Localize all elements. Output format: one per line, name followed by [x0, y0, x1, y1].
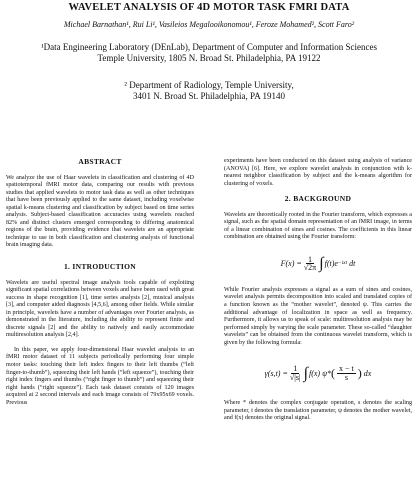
eq2-fraction: $\frac{1}{√|s|}$ — [289, 364, 301, 382]
eq2-lhs: γ(s,t) = — [264, 368, 288, 378]
eq2-dx: dx — [363, 368, 372, 378]
eq1-fraction: $\frac{1}{√2\pi}$ — [303, 254, 317, 273]
affiliation-1-line-1: ¹Data Engineering Laboratory (DEnLab), Department of Computer and Information Sciences — [40, 42, 378, 52]
introduction-paragraph-2: In this paper, we apply four-dimensional Haar wavelet analysis to an fMRI motor dataset of 11 subjects periodically performing four simple motor tasks: touching their left index fingers to their left thumbs (“left finger-to-thumb”), squeezing their left hands (“left squeeze”), touching their right index fingers and thumbs (“right finger to thumb”) and squeezing their right hands (“right squeeze”). Each task dataset consists of 120 images acquired at 2 second intervals and each image consists of 79x95x69 voxels. Previous — [6, 346, 194, 406]
wavelet-transform-equation: γ(s,t) = $\frac{1}{√|s|}$ ∫ f(x) ψ* ( $\frac{x - t}{s}$ ) dx — [264, 364, 372, 382]
right-column — [224, 158, 412, 430]
paper-title: WAVELET ANALYSIS OF 4D MOTOR TASK FMRI DATA — [68, 2, 350, 13]
continued-paragraph: experiments have been conducted on this dataset using analysis of variance (ANOVA) [6]. Here, we explore wavelet analysis in conjunction with k-nearest neighbor classification by subject and the k-means algorithm for clustering of voxels. — [224, 158, 412, 187]
author-list: Michael Barnathan¹, Rui Li¹, Vasileios Megalooikonomou¹, Feroze Mohamed², Scott Faro² — [63, 20, 355, 29]
affiliation-2-line-1: ² Department of Radiology, Temple University, — [124, 80, 294, 90]
eq2-body: f(x) ψ* — [308, 368, 332, 378]
affiliation-2 — [0, 80, 418, 102]
fourier-transform-equation — [224, 249, 412, 279]
eq1-exponent: −ixt — [337, 260, 348, 267]
eq1-body: f(t)e — [324, 259, 338, 269]
eq1-lhs: F(x) = — [280, 259, 302, 269]
integral-sign: ∫ — [319, 255, 324, 273]
affiliation-1 — [0, 42, 418, 64]
introduction-paragraph-1: Wavelets are useful spectral image analysis tools capable of exploiting significant spatial correlations between voxels and have been used with great success in shape recognition [1], time series analysis [2], musical analysis [3], and computer aided diagnosis [4,5,6], among other fields. While similar in principle, wavelets have a number of advantages over Fourier analysis, as demonstrated in the literature, including the ability to represent finite and discrete signals [2] and the ability to natively and easily accommodate multiresolution analysis [2,4]. — [6, 279, 194, 339]
eq1-dt: dt — [349, 259, 356, 269]
background-heading: 2. BACKGROUND — [284, 194, 352, 204]
integral-sign: ∫ — [303, 364, 308, 382]
affiliation-1-line-2: Temple University, 1805 N. Broad St. Philadelphia, PA 19122 — [97, 53, 321, 63]
abstract-text: We analyze the use of Haar wavelets in classification and clustering of 4D spatiotemporal fMRI motor data, comparing our results with previous studies that applied wavelets to motor task data as well as other techniques that have been previously applied to the same dataset, including voxelwise spatial k-means clustering and classification by subject based on time series analysis. Subject-based classification accuracies using wavelets reached 82% and distinct clusters emerged corresponding to differing anatomical regions of the brain, providing evidence that wavelets are an appropriate technique to use in both classification and clustering analysis of functional brain imaging data. — [6, 174, 194, 249]
introduction-heading: 1. INTRODUCTION — [63, 262, 136, 272]
background-paragraph-2: While Fourier analysis expresses a signal as a sum of sines and cosines, wavelet analysis permits decomposition into scaled and translated copies of a function known as the “mother wavelet”, denoted ψ. This carries the additional advantage of localization in space as well as frequency. Furthermore, it allows us to speak of scale: multiresolution analysis may be performed simply by varying the scale parameter. These so-called “daughter wavelets” can be obtained from the continuous wavelet transform, which is given by the following formula: — [224, 286, 412, 346]
background-paragraph-3: Where * denotes the complex conjugate operation, s denotes the scaling parameter, t denotes the translation parameter, ψ denotes the mother wavelet, and f(x) denotes the original signal. — [224, 400, 412, 422]
affiliation-2-line-2: 3401 N. Broad St. Philadelphia, PA 19140 — [133, 91, 285, 101]
left-column — [6, 158, 194, 414]
eq2-inner-fraction: $\frac{x - t}{s}$ — [339, 364, 354, 382]
background-paragraph-1: Wavelets are theoretically rooted in the Fourier transform, which expresses a signal, such as the spatial domain representation of an fMRI image, in terms of a linear combination of sines and cosines. The coefficients in this linear combination are obtained using the Fourier transform: — [224, 211, 412, 241]
abstract-heading: ABSTRACT — [78, 157, 122, 166]
